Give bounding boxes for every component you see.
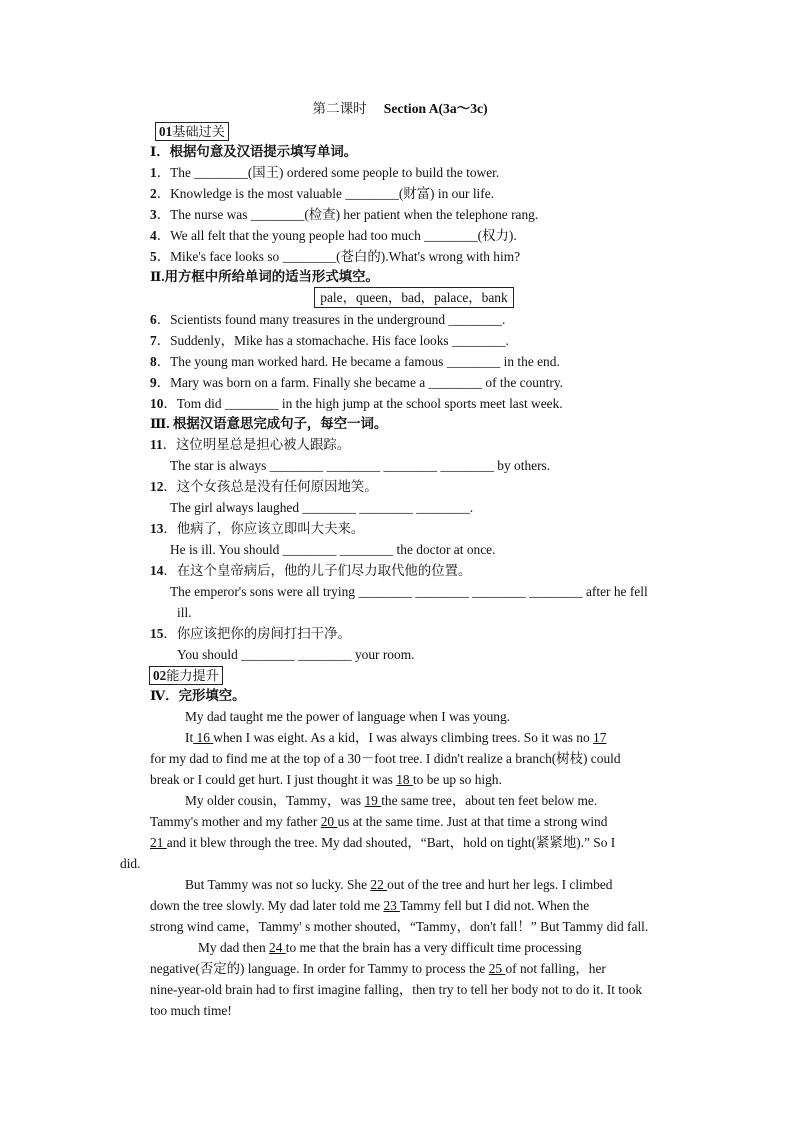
passage-line-9: But Tammy was not so lucky. She 22 out of the tree and hurt her legs. I climbed xyxy=(185,877,613,892)
blank-19: 19 xyxy=(364,793,382,808)
blank-24: 24 xyxy=(269,940,286,955)
passage-line-1: My dad taught me the power of language when I was young. xyxy=(185,709,511,724)
question-14-chinese: 14．在这个皇帝病后，他的儿子们尽力取代他的位置。 xyxy=(150,563,472,578)
question-5: 5．Mike's face looks so ________(苍白的).What's wrong with him? xyxy=(150,249,521,264)
question-15-chinese: 15．你应该把你的房间打扫干净。 xyxy=(150,626,351,641)
passage-line-14: nine-year-old brain had to first imagine falling，then try to tell her body not to do it. It took xyxy=(150,982,643,997)
blank-16: 16 xyxy=(193,730,214,745)
question-8: 8．The young man worked hard. He became a famous ________ in the end. xyxy=(150,354,560,369)
passage-line-8: did. xyxy=(120,856,141,871)
question-2: 2．Knowledge is the most valuable ________(财富) in our life. xyxy=(150,186,495,201)
question-3: 3．The nurse was ________(检查) her patient when the telephone rang. xyxy=(150,207,539,222)
passage-line-2: It 16 when I was eight. As a kid，I was always climbing trees. So it was no 17 xyxy=(185,730,607,745)
blank-23: 23 xyxy=(383,898,400,913)
question-6: 6．Scientists found many treasures in the underground ________. xyxy=(150,312,506,327)
blank-22: 22 xyxy=(370,877,388,892)
word-bank-box: pale，queen，bad，palace，bank xyxy=(314,287,514,308)
question-14-english-cont: ill. xyxy=(177,605,192,620)
passage-line-13: negative(否定的) language. In order for Tammy to process the 25 of not falling，her xyxy=(150,961,606,976)
passage-line-7: 21 and it blew through the tree. My dad shouted，“Bart，hold on tight(紧紧地).” So I xyxy=(150,835,616,850)
passage-line-3: for my dad to find me at the top of a 30－foot tree. I didn't realize a branch(树枝) could xyxy=(150,751,621,766)
question-10: 10．Tom did ________ in the high jump at the school sports meet last week. xyxy=(150,396,563,411)
blank-18: 18 xyxy=(396,772,413,787)
passage-line-4: break or I could get hurt. I just thought it was 18 to be up so high. xyxy=(150,772,502,787)
question-9: 9．Mary was born on a farm. Finally she became a ________ of the country. xyxy=(150,375,564,390)
blank-17: 17 xyxy=(593,730,607,745)
blank-20: 20 xyxy=(320,814,338,829)
passage-line-12: My dad then 24 to me that the brain has a very difficult time processing xyxy=(198,940,582,955)
page-title xyxy=(0,100,800,117)
question-11-chinese: 11．这位明星总是担心被人跟踪。 xyxy=(150,437,351,452)
question-4: 4．We all felt that the young people had too much ________(权力). xyxy=(150,228,517,243)
passage-line-15: too much time! xyxy=(150,1003,232,1018)
part3-header: Ⅲ. 根据汉语意思完成句子，每空一词。 xyxy=(150,416,388,431)
part1-header: Ⅰ．根据句意及汉语提示填写单词。 xyxy=(150,144,358,159)
passage-line-11: strong wind came，Tammy' s mother shouted，“Tammy，don't fall！” But Tammy did fall. xyxy=(150,919,649,934)
passage-line-10: down the tree slowly. My dad later told me 23 Tammy fell but I did not. When the xyxy=(150,898,590,913)
blank-21: 21 xyxy=(150,835,167,850)
question-7: 7．Suddenly，Mike has a stomachache. His face looks ________. xyxy=(150,333,509,348)
part4-header: Ⅳ．完形填空。 xyxy=(150,688,246,703)
question-12-english: The girl always laughed ________ ________ ________. xyxy=(170,500,474,515)
question-1: 1．The ________(国王) ordered some people to build the tower. xyxy=(150,165,500,180)
section-02-label: 02能力提升 xyxy=(149,666,223,685)
title-chinese: 第二课时 xyxy=(312,101,367,116)
passage-line-5: My older cousin，Tammy，was 19 the same tree，about ten feet below me. xyxy=(185,793,598,808)
title-english: Section A(3a～3c) xyxy=(383,101,488,116)
question-12-chinese: 12．这个女孩总是没有任何原因地笑。 xyxy=(150,479,378,494)
question-15-english: You should ________ ________ your room. xyxy=(177,647,415,662)
passage-line-6: Tammy's mother and my father 20 us at the same time. Just at that time a strong wind xyxy=(150,814,608,829)
part2-header: Ⅱ.用方框中所给单词的适当形式填空。 xyxy=(150,269,379,284)
blank-25: 25 xyxy=(488,961,506,976)
question-11-english: The star is always ________ ________ ________ ________ by others. xyxy=(170,458,551,473)
section-01-label: 01基础过关 xyxy=(155,122,229,141)
question-13-chinese: 13．他病了，你应该立即叫大夫来。 xyxy=(150,521,365,536)
question-13-english: He is ill. You should ________ ________ the doctor at once. xyxy=(170,542,496,557)
question-14-english: The emperor's sons were all trying ________ ________ ________ ________ after he fell xyxy=(170,584,648,599)
